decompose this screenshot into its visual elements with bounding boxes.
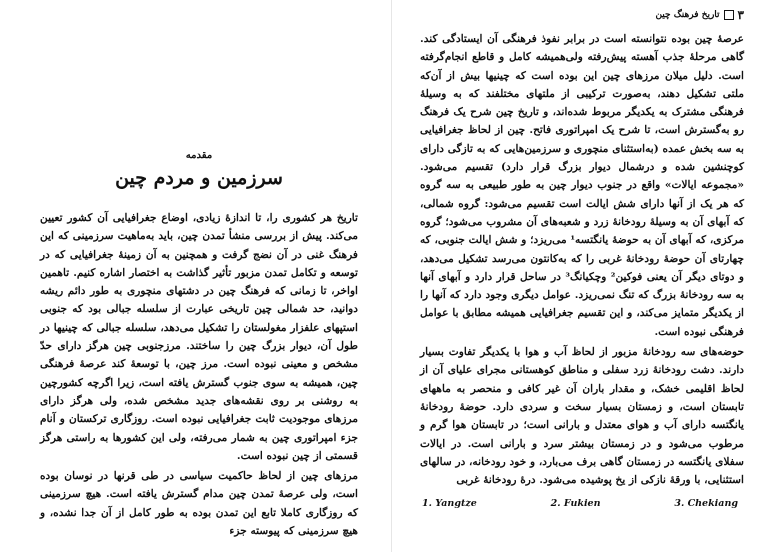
right-page	[392, 0, 784, 552]
running-header	[420, 8, 744, 22]
header-square-icon	[724, 10, 734, 20]
left-paragraph-2: مرزهای چین از لحاظ حاکمیت سیاسی در طی قرنها در نوسان بوده است، ولی عرصۀ تمدن چین مدام گسترش یافته است. هیچ سرزمینی که روزگاری کاملا تابع این تمدن بوده به طور کامل از آن جدا نشده، و هیچ سرزمینی که پیوسته جزء	[40, 470, 358, 538]
page-number: ۳	[737, 8, 744, 22]
footnote-2: 2. Fukien	[550, 498, 601, 509]
chapter-title: سرزمین و مردم چین	[115, 167, 283, 189]
footnote-1: 1. Yangtze	[422, 498, 477, 509]
section-label: مقدمه	[185, 150, 213, 161]
right-paragraph-2: حوضه‌های سه رودخانۀ مزبور از لحاظ آب و هوا با یکدیگر تفاوت بسیار دارند. دشت رودخانۀ زرد سفلی و مناطق کوهستانی مجرای علیای آن از لحاظ اقلیمی خشک، و مقدار باران آن غیر کافی و منحصر به ماههای تابستان است، و زمستان بسیار سخت و سردی دارد. حوضۀ رودخانۀ یانگتسه دارای آب و هوای معتدل و بارانی است؛ در تابستان هوا گرم و مرطوب می‌شود و در زمستان بیشتر سرد و بارانی است. در ایالات سفلای یانگتسه در زمستان گاهی برف می‌بارد، و خود رودخانه، در سالهای استثنایی، با ورقۀ نازکی از یخ پوشیده می‌شود. درۀ رودخانۀ غربی	[420, 346, 744, 487]
left-page-content	[40, 150, 358, 540]
footnotes	[420, 498, 744, 509]
right-body-text	[420, 30, 744, 489]
footnote-3: 3. Chekiang	[674, 498, 738, 509]
left-paragraph-1: تاریخ هر کشوری را، تا اندازۀ زیادی، اوضاع جغرافیایی آن کشور تعیین می‌کند. پیش از بررسی منشأ تمدن چین، باید به‌ماهیت سرزمینی که این فرهنگ غنی در آن نضج گرفت و همچنین به آن زمینۀ جغرافیایی که در توسعه و تکامل تمدن مزبور تأثیر گذاشت به اختصار اشاره کنیم. تاهمین اواخر، تا زمانی که فرهنگ چین در دشتهای منچوری به طور دائم ریشه دوانید، حد شمالی چین تاریخی عبارت از سلسله جبالی بود که جنوبی استپهای علفزار مغولستان را تشکیل می‌دهد، سلسله جبالی که چینیها در طول آن، دیوار بزرگ چین را ساختند. مرزجنوبی چین هرگز دارای حدّ مشخص و معینی نبوده است. مرز چین، با توسعۀ کند عرصۀ فرهنگی چین، همیشه به سوی جنوب گسترش یافته است، زیرا اگرچه کشورچین به روشنی بر روی نقشه‌های جدید مشخص شده، ولی هرگز دارای مرزهای موجودیت ثابت جغرافیایی نبوده است. روزگاری ترکستان و آنام جزء امپراتوری چین به شمار می‌رفته، ولی این کشورها به راستی هرگز قسمتی از چین نبوده است.	[40, 212, 358, 462]
running-header-title: تاریخ فرهنگ چین	[655, 10, 720, 20]
left-body-text	[40, 209, 358, 540]
right-paragraph-1: عرصۀ چین بوده نتوانسته است در برابر نفوذ فرهنگی آن ایستادگی کند. گاهی مرحلۀ جذب آهسته پیش‌رفته ولی‌همیشه کامل و قاطع انجام‌گرفته است. دلیل میلان مرزهای چین این بوده است که چینیها بیش از آن‌که ملتی تشکیل دهند، به‌صورت ترکیبی از ملتهای مختلفند که به وسیلۀ فرهنگی مشترک به یکدیگر مربوط شده‌اند، و تاریخ چین شرح یک فرهنگ رو به‌گسترش است، تا شرح یک امپراتوری فاتح. چین از لحاظ جغرافیایی به سه بخش عمده (به‌استثنای منچوری و سرزمین‌هایی که به تازگی دارای کوچنشین شده و درشمال دیوار بزرگ قرار دارد) تقسیم می‌شود. «مجموعه ایالات» واقع در جنوب دیوار چین به طور طبیعی به سه گروه که هر یک از آنها دارای شش ایالت است تقسیم می‌شود: گروه شمالی، که آبهای آن به وسیلۀ رودخانۀ زرد و شعبه‌های آن مشروب می‌شود؛ گروه مرکزی، که آبهای آن به حوضۀ یانگتسه¹ می‌ریزد؛ و شش ایالت جنوبی، که چهارتای آن حوضۀ رودخانۀ غربی را که به‌کانتون می‌رسد تشکیل می‌دهد، و دوتای دیگر آن یعنی فوکین² وچکیانگ³ در ساحل قرار دارد و آبهای آنها به سه رودخانۀ بزرگ که تنگ نمی‌ریزد. عوامل دیگری وجود دارد که آنها را از یکدیگر متمایز می‌کند، و این تقسیم جغرافیایی همیشه مطابق با عوامل فرهنگی نبوده است.	[420, 33, 744, 338]
right-page-content	[420, 30, 744, 489]
